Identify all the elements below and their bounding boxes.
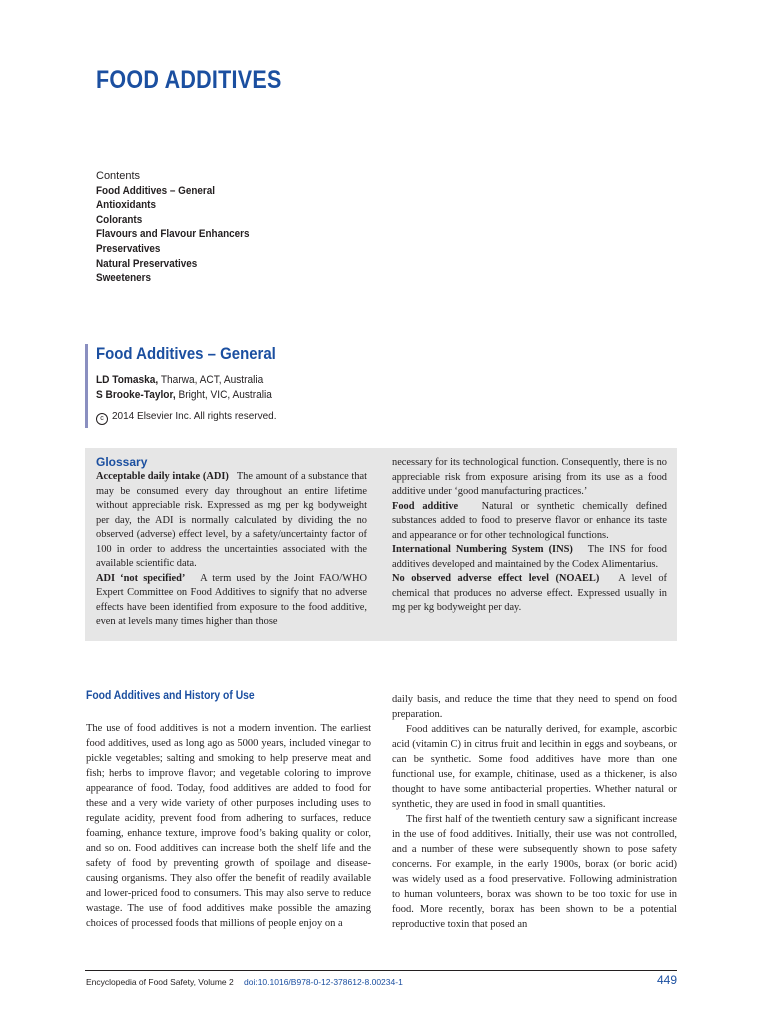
glossary-definition: The amount of a substance that may be consumed every day throughout an entire lifetime without appreciable risk. Expressed as mg per kg bodyweight per day, the ADI is normally calculated by dividing the no observed (adverse) effect level, by a safety/uncertainty factor of 100 in order to address the uncertainties associated with the available scientific data. — [96, 471, 367, 569]
glossary-entry-continued: necessary for its technological function. Consequently, there is no appreciable risk from exposure arising from its use as a food additive under ‘good manufacturing practices.’ — [392, 457, 667, 497]
copyright-line — [96, 411, 277, 425]
author-name: S Brooke-Taylor, — [96, 389, 176, 401]
section-title: Food Additives – General — [96, 344, 276, 363]
page-number: 449 — [656, 973, 677, 987]
body-paragraph: daily basis, and reduce the time that they need to spend on food preparation. — [392, 694, 677, 720]
copyright-icon: c — [96, 413, 108, 425]
glossary-term: Food additive — [392, 500, 459, 512]
author-affiliation: Tharwa, ACT, Australia — [160, 374, 264, 386]
history-section-title: Food Additives and History of Use — [86, 690, 255, 702]
body-paragraph: Food additives can be naturally derived, for example, ascorbic acid (vitamin C) in citrus fruit and lecithin in eggs and soybeans, or can be synthetic. Some food additives have more than one functional use, for example, chitinase, used as a thickener, is also thought to have some antibacterial properties. Whether natural or synthetic, they are used in food in small quantities. — [392, 724, 677, 810]
glossary-title: Glossary — [96, 455, 148, 469]
footer-doi-link[interactable]: doi:10.1016/B978-0-12-378612-8.00234-1 — [244, 977, 403, 987]
contents-item[interactable]: Colorants — [96, 213, 143, 226]
glossary-entry — [96, 572, 367, 630]
glossary-definition: Natural or synthetic chemically defined substances added to food to preserve flavor or enhance its taste and appearance or for other technological functions. — [392, 500, 667, 541]
body-column-right — [392, 692, 677, 932]
glossary-entry — [96, 470, 367, 572]
glossary-term: Acceptable daily intake (ADI) — [96, 471, 229, 482]
glossary-definition: A term used by the Joint FAO/WHO Expert Committee on Food Additives to signify that no adverse effects have been identified from exposure to the food additive, even at levels many times higher than those — [96, 572, 367, 627]
glossary-definition: The INS for food additives developed and maintained by the Codex Alimentarius. — [392, 544, 667, 570]
contents-item[interactable]: Food Additives – General — [96, 184, 216, 197]
copyright-text: 2014 Elsevier Inc. All rights reserved. — [112, 411, 277, 422]
author-line — [96, 374, 263, 386]
glossary-term: ADI ‘not specified’ — [96, 572, 186, 584]
contents-heading: Contents — [96, 170, 141, 182]
footer-rule — [85, 970, 677, 971]
author-line — [96, 389, 272, 401]
glossary-column-right — [392, 456, 667, 616]
page-title: FOOD ADDITIVES — [96, 66, 282, 94]
contents-item[interactable]: Preservatives — [96, 242, 161, 255]
glossary-definition: A level of chemical that produces no adverse effect. Expressed usually in mg per kg bodyweight per day. — [392, 573, 667, 613]
contents-item[interactable]: Natural Preservatives — [96, 257, 198, 270]
body-paragraph: The first half of the twentieth century saw a significant increase in the use of food additives. Initially, their use was not controlled, and a number of these were subsequently shown to pose safety concerns. For example, in the early 1900s, borax (or boric acid) was widely used as a food preservative. Following administration to human volunteers, borax was shown to be too toxic for use in food. More recently, borax has been shown to be a potential reproductive toxin that posed an — [392, 814, 677, 930]
glossary-column-left — [96, 470, 367, 630]
glossary-term: No observed adverse effect level (NOAEL) — [392, 573, 600, 584]
footer-journal: Encyclopedia of Food Safety, Volume 2 — [86, 977, 234, 987]
contents-item[interactable]: Sweeteners — [96, 272, 152, 285]
author-affiliation: Bright, VIC, Australia — [178, 389, 272, 401]
body-paragraph: The use of food additives is not a modern invention. The earliest food additives, used as long ago as 5000 years, included vinegar to pickle vegetables; salting and smoking to help preserve meat and fish; herbs to improve flavor; and vegetable coloring to improve appearance of food. Today, food additives are added to food for these and a very wide variety of other purposes including uses to regulate acidity, prevent food from adhering to surfaces, reduce foaming, enhance texture, improve food’s baking quality or color, and so on. Food additives can increase both the shelf life and the safety of food by preventing growth of spoilage and disease-causing organisms. They also offer the benefit of readily available and lower-priced food to consumers. This may also serve to reduce wastage. The use of food additives make possible the amazing choices of processed foods that millions of people enjoy on a — [86, 723, 371, 929]
author-name: LD Tomaska, — [96, 374, 159, 386]
glossary-entry — [392, 500, 667, 544]
contents-item[interactable]: Flavours and Flavour Enhancers — [96, 228, 250, 241]
contents-item[interactable]: Antioxidants — [96, 199, 156, 212]
glossary-entry — [392, 572, 667, 616]
glossary-entry — [392, 543, 667, 572]
section-accent-bar — [85, 344, 88, 428]
body-column-left — [86, 721, 371, 931]
glossary-term: International Numbering System (INS) — [392, 544, 573, 555]
contents-list — [96, 169, 267, 286]
